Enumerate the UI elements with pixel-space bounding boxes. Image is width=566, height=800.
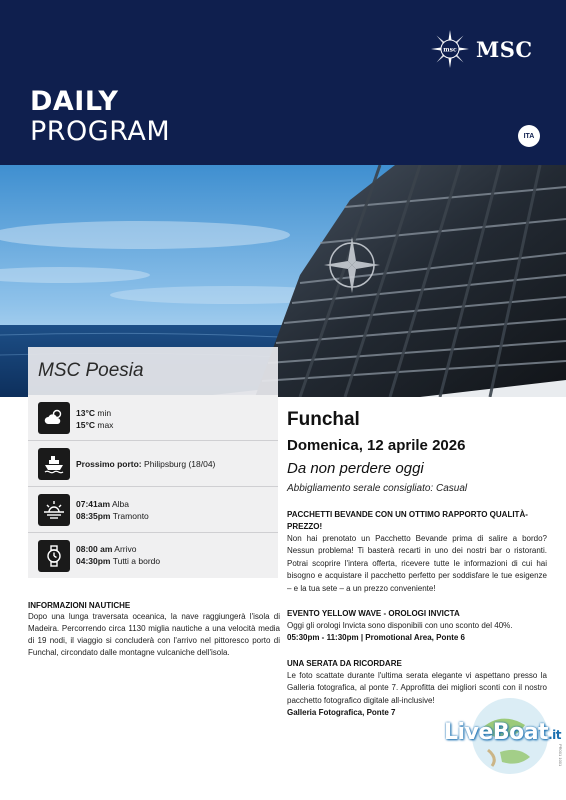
temp-max-label: max <box>97 420 114 430</box>
next-port-label: Prossimo porto: <box>76 459 142 469</box>
highlight-title: PACCHETTI BEVANDE CON UN OTTIMO RAPPORTO QUALITÀ-PREZZO! <box>287 510 528 531</box>
language-badge[interactable]: ITA <box>518 125 540 147</box>
weather-text <box>76 407 113 431</box>
nautical-title: INFORMAZIONI NAUTICHE <box>28 601 131 610</box>
highlight-body: Oggi gli orologi Invicta sono disponibili con uno sconto del 40%. <box>287 621 513 631</box>
nautical-info-section <box>28 600 280 659</box>
day-details-column <box>287 408 547 719</box>
sun-row <box>28 487 278 533</box>
print-code: PR001 1001 <box>558 744 563 767</box>
svg-text:msc: msc <box>443 46 457 54</box>
watermark-suffix: .it <box>548 728 561 742</box>
tagline: Da non perdere oggi <box>287 460 424 477</box>
highlight-body: Le foto scattate durante l'ultima serata elegante vi aspettano presso la Galleria fotografica, al ponte 7. Approfitta dei migliori sconti con il nostro pacchetto fotografico digitale all-inclusive! <box>287 670 547 705</box>
allaboard-label: Tutti a bordo <box>112 556 161 566</box>
sunset-time: 08:35pm <box>76 511 111 521</box>
title-daily: DAILY <box>30 86 119 117</box>
sunset-label: Tramonto <box>112 511 149 521</box>
msc-logo <box>430 28 542 70</box>
next-port-text <box>76 458 215 470</box>
port-name: Funchal <box>287 409 360 430</box>
compass-rose-icon <box>430 29 470 69</box>
brand-name: MSC <box>476 36 533 62</box>
ship-name-bar <box>28 347 278 395</box>
ship-name: MSC Poesia <box>38 360 144 381</box>
arrival-time: 08:00 am <box>76 544 113 554</box>
highlight-body: Non hai prenotato un Pacchetto Bevande prima di salire a bordo? Nessun problema! Ti basterà recarti in uno dei nostri bar o ristoranti. Potrai scoprire l'intera offerta, ricevere tutte le informazioni di cui hai bisogno e acquistare il pacchetto perfetto per soddisfare le tue esigenze – e la tua sete – a un prezzo conveniente! <box>287 534 547 593</box>
sunrise-label: Alba <box>111 499 129 509</box>
arrival-label: Arrivo <box>114 544 137 554</box>
highlight-detail: 05:30pm - 11:30pm | Promotional Area, Ponte 6 <box>287 633 465 643</box>
temp-max-value: 15°C <box>76 420 95 430</box>
ship-icon <box>38 448 70 480</box>
next-port-value: Philipsburg (18/04) <box>144 459 216 469</box>
highlight-title: EVENTO YELLOW WAVE - OROLOGI INVICTA <box>287 609 460 619</box>
temp-min-value: 13°C <box>76 408 95 418</box>
schedule-text <box>76 543 160 567</box>
highlight-detail: Galleria Fotografica, Ponte 7 <box>287 708 396 718</box>
schedule-row <box>28 533 278 579</box>
sunrise-time: 07:41am <box>76 499 111 509</box>
header-banner <box>0 0 566 165</box>
next-port-row <box>28 441 278 487</box>
title-program: PROGRAM <box>30 116 171 147</box>
date: Domenica, 12 aprile 2026 <box>287 437 466 454</box>
allaboard-time: 04:30pm <box>76 556 111 566</box>
sun-text <box>76 498 149 522</box>
highlight-title: UNA SERATA DA RICORDARE <box>287 658 402 668</box>
cloud-sun-icon <box>38 402 70 434</box>
sunrise-icon <box>38 494 70 526</box>
watch-icon <box>38 540 70 572</box>
nautical-body: Dopo una lunga traversata oceanica, la nave raggiungerà l'isola di Madeira. Percorrendo circa 1130 miglia nautiche a una velocità media di 19 nodi, il viaggio si concluderà con l'arrivo nel pittoresco porto di Funchal, circondato dalle montagne vulcaniche dell'isola. <box>28 612 280 657</box>
dress-code: Abbigliamento serale consigliato: Casual <box>287 483 468 494</box>
temp-min-label: min <box>97 408 112 418</box>
watermark-text <box>444 720 561 745</box>
watermark-brand: LiveBoat <box>444 720 549 745</box>
highlight-invicta-event <box>287 608 547 645</box>
weather-row <box>28 395 278 441</box>
highlight-drinks-package <box>287 509 547 595</box>
info-panel <box>28 395 278 578</box>
